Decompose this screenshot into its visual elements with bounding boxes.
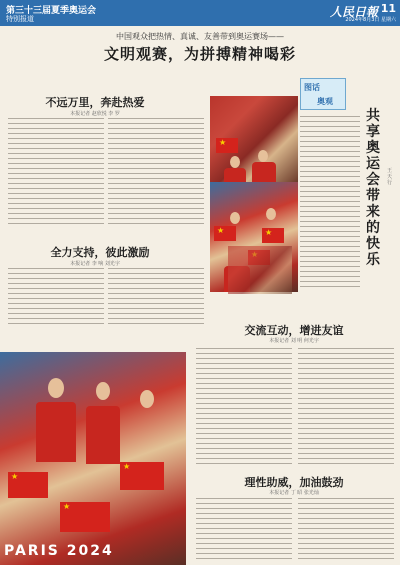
kicker: 中国观众把热情、真诚、友善带到奥运赛场—— bbox=[116, 32, 284, 41]
section-title: 第三十三届夏季奥运会 bbox=[6, 6, 97, 16]
spectator-shirt bbox=[252, 162, 276, 182]
photo-fans-group bbox=[228, 246, 292, 294]
spectator-face bbox=[140, 390, 154, 408]
masthead: 人民日報 bbox=[329, 5, 378, 19]
china-flag-icon bbox=[214, 226, 236, 241]
article-2-headline: 全力支持，彼此激励 bbox=[50, 246, 150, 259]
photo-fans-stadium bbox=[210, 96, 298, 182]
article-3-body-col-2 bbox=[298, 348, 394, 468]
article-4-body-col-1 bbox=[196, 498, 292, 562]
spectator-face bbox=[96, 382, 110, 400]
china-flag-icon bbox=[216, 138, 238, 153]
spectator-face bbox=[48, 378, 64, 398]
spectator-face bbox=[266, 208, 276, 220]
sidebar-body bbox=[300, 116, 360, 288]
sidebar-title: 共享奥运会带来的快乐 bbox=[366, 108, 380, 268]
article-1-byline: 本报记者 赵欣悦 李 罗 bbox=[70, 111, 120, 117]
spectator-shirt bbox=[224, 168, 246, 182]
china-flag-icon bbox=[8, 472, 48, 498]
article-4-headline: 理性助威，加油鼓劲 bbox=[244, 476, 344, 489]
spectator-shirt bbox=[86, 406, 120, 464]
spectator-face bbox=[230, 156, 240, 168]
article-3-headline: 交流互动，增进友谊 bbox=[244, 324, 344, 337]
article-1-body-col-1 bbox=[8, 118, 104, 228]
column-stamp bbox=[300, 78, 346, 110]
china-flag-icon bbox=[120, 462, 164, 490]
spectator-face bbox=[230, 212, 240, 224]
article-1-headline: 不远万里，奔赴热爱 bbox=[45, 96, 145, 109]
photo-celebrating-fans bbox=[0, 352, 186, 565]
china-flag-icon bbox=[60, 502, 110, 532]
article-2-body-col-2 bbox=[108, 268, 204, 324]
spectator-face bbox=[258, 150, 268, 162]
article-1-body-col-2 bbox=[108, 118, 204, 228]
page-header bbox=[0, 0, 400, 26]
issue-date: 2024年8月3日 星期六 bbox=[345, 17, 396, 23]
article-3-byline: 本报记者 刘 明 何光宇 bbox=[269, 338, 319, 344]
article-2-byline: 本报记者 李 响 刘光宇 bbox=[70, 261, 120, 267]
article-4-body-col-2 bbox=[298, 498, 394, 562]
china-flag-icon bbox=[262, 228, 284, 243]
stamp-line-2: 奥观 bbox=[317, 96, 333, 106]
article-2-body-col-1 bbox=[8, 268, 104, 324]
page-number: 11 bbox=[380, 2, 396, 15]
article-4-byline: 本报记者 丁 昭 张光灿 bbox=[269, 490, 319, 496]
stamp-line-1: 图话 bbox=[304, 82, 320, 92]
sidebar-byline: 王天行 bbox=[387, 168, 393, 186]
spectator-shirt bbox=[36, 402, 76, 462]
subsection-title: 特别报道 bbox=[6, 15, 34, 23]
article-3-body-col-1 bbox=[196, 348, 292, 468]
paris-2024-logo: PARIS 2024 bbox=[4, 543, 114, 559]
page-title: 文明观赛，为拼搏精神喝彩 bbox=[103, 45, 296, 63]
